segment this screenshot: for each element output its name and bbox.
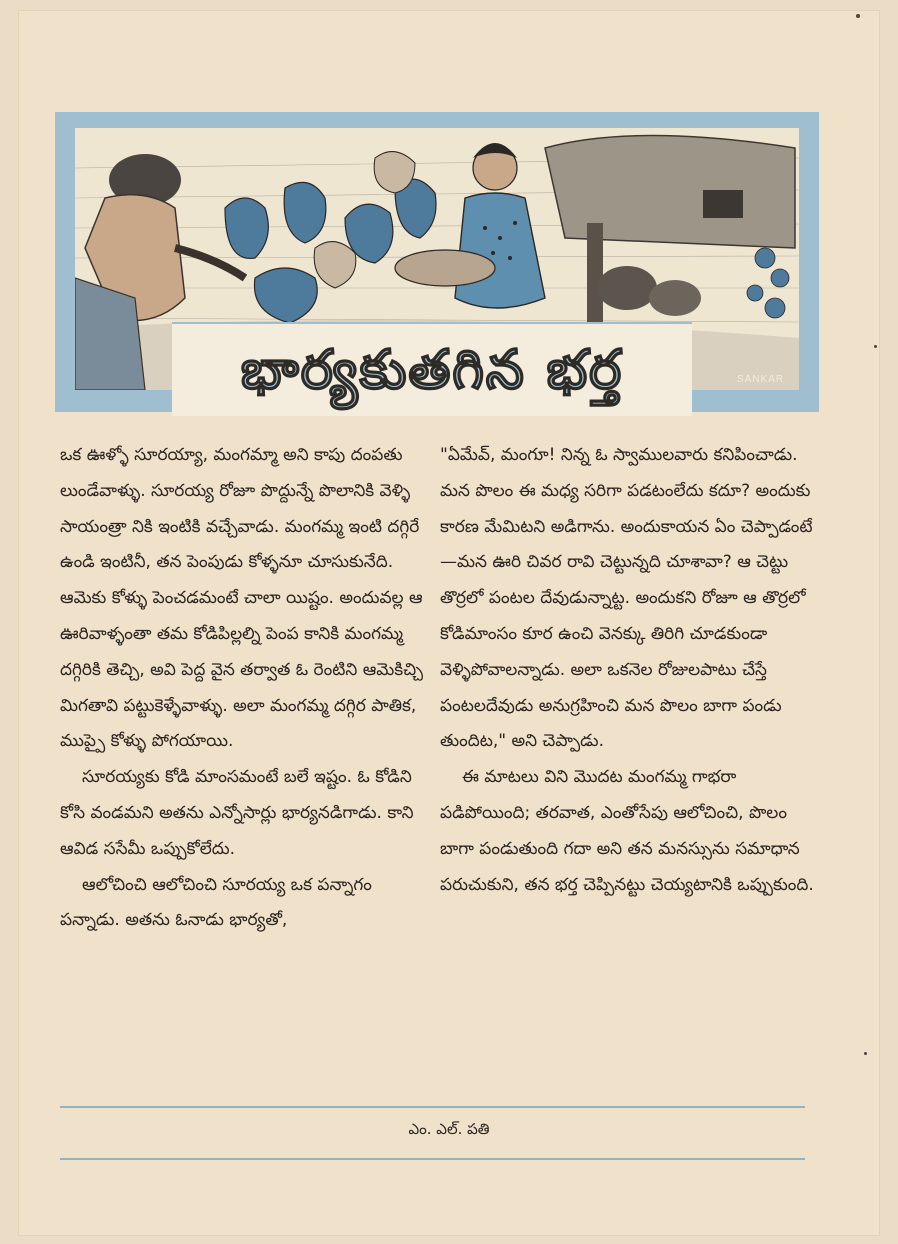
print-speck xyxy=(856,14,860,18)
paragraph: ఆలోచించి ఆలోచించి సూరయ్య ఒక పన్నాగం పన్నాడు. అతను ఓనాడు భార్యతో, xyxy=(60,874,372,931)
paragraph: సూరయ్యకు కోడి మాంసమంటే బలే ఇష్టం. ఓ కోడిని కోసి వండమని అతను ఎన్నోసార్లు భార్యనడిగాడు. కాని ఆవిడ ససేమీ ఒప్పుకోలేదు. xyxy=(60,767,414,859)
artist-signature: SANKAR xyxy=(737,374,785,385)
story-column-right xyxy=(440,438,820,903)
title-panel xyxy=(172,322,692,416)
paragraph: ఒక ఊళ్ళో సూరయ్యా, మంగమ్మా అని కాపు దంపతు లుండేవాళ్ళు. సూరయ్య రోజూ పొద్దున్నే పొలానికి వెళ్ళి సాయంత్రా నికి ఇంటికి వచ్చేవాడు. మంగమ్మ ఇంటి దగ్గిరే ఉండి ఇంటినీ, తన పెంపుడు కోళ్ళనూ చూసుకునేది. ఆమెకు కోళ్ళు పెంచడమంటే చాలా యిష్టం. అందువల్ల ఆ ఊరివాళ్ళంతా తమ కోడిపిల్లల్ని పెంప కానికి మంగమ్మ దగ్గిరికి తెచ్చి, అవి పెద్ద వైన తర్వాత ఓ రెంటిని ఆమెకిచ్చి మిగతావి పట్టుకెళ్ళేవాళ్ళు. అలా మంగమ్మ దగ్గిర పాతిక, ముప్పై కోళ్ళు పోగయాయి. xyxy=(60,445,423,752)
divider-bottom xyxy=(60,1158,805,1160)
paragraph: "ఏమేవ్, మంగూ! నిన్న ఓ స్వాములవారు కనిపించాడు. మన పొలం ఈ మధ్య సరిగా పడటంలేదు కదూ? అందుకు కారణ మేమిటని అడిగాను. అందుకాయన ఏం చెప్పాడంటే—మన ఊరి చివర రావి చెట్టున్నది చూశావా? ఆ చెట్టు తొర్రలో పంటల దేవుడున్నాట్ట. అందుకని రోజూ ఆ తొర్రలో కోడిమాంసం కూర ఉంచి వెనక్కు తిరిగి చూడకుండా వెళ్ళిపోవాలన్నాడు. అలా ఒకనెల రోజులపాటు చేస్తే పంటలదేవుడు అనుగ్రహించి మన పొలం బాగా పండు తుందిట," అని చెప్పాడు. xyxy=(440,445,813,752)
print-speck xyxy=(864,1052,867,1055)
author-name: ఎం. ఎల్. పతి xyxy=(408,1120,490,1138)
story-column-left xyxy=(60,438,425,939)
print-speck xyxy=(874,345,877,348)
story-title: భార్యకుతగిన భర్త xyxy=(240,338,624,401)
divider-top xyxy=(60,1106,805,1108)
paragraph: ఈ మాటలు విని మొదట మంగమ్మ గాభరా పడిపోయింది; తరవాత, ఎంతోసేపు ఆలోచించి, పొలం బాగా పండుతుంది గదా అని తన మనస్సును సమాధాన పరుచుకుని, తన భర్త చెప్పినట్టు చెయ్యటానికి ఒప్పుకుంది. xyxy=(440,767,814,895)
